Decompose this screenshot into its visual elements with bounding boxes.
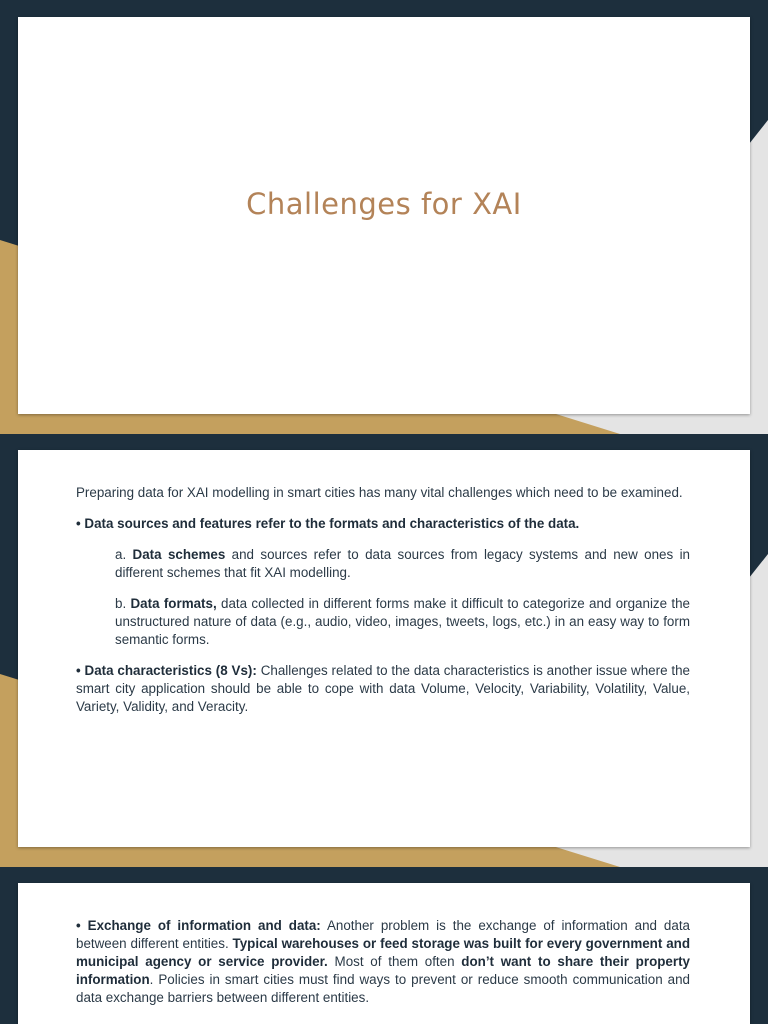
slide-title: Challenges for XAI <box>246 187 522 221</box>
slide-2-body <box>76 484 690 729</box>
slide-1 <box>0 0 768 434</box>
bullet-data-sources: • Data sources and features refer to the formats and characteristics of the data. <box>76 516 580 531</box>
slide-3-body <box>76 917 690 1020</box>
item-data-schemes: a. Data schemes and sources refer to data sources from legacy systems and new ones in different schemes that fit XAI modelling. <box>115 547 690 580</box>
slide-1-card <box>18 17 750 414</box>
slide-2 <box>0 434 768 867</box>
intro-paragraph: Preparing data for XAI modelling in smart cities has many vital challenges which need to be examined. <box>76 485 683 500</box>
item-data-formats: b. Data formats, data collected in different forms make it difficult to categorize and organize the unstructured nature of data (e.g., audio, video, images, tweets, logs, etc.) in an easy way to form semantic forms. <box>115 596 691 647</box>
slide-3 <box>0 867 768 1024</box>
bullet-exchange-information: • Exchange of information and data: Another problem is the exchange of information and data between different entities. Typical warehouses or feed storage was built for every government and municipal agency or service provider. Most of them often don’t want to share their property information. Policies in smart cities must find ways to prevent or reduce smooth communication and data exchange barriers between different entities. <box>76 918 690 1005</box>
slide-2-card <box>18 450 750 847</box>
bullet-data-characteristics: • Data characteristics (8 Vs): Challenges related to the data characteristics is another issue where the smart city application should be able to cope with data Volume, Velocity, Variability, Volatility, Value, Variety, Validity, and Veracity. <box>76 663 690 714</box>
slide-3-card <box>18 883 750 1024</box>
